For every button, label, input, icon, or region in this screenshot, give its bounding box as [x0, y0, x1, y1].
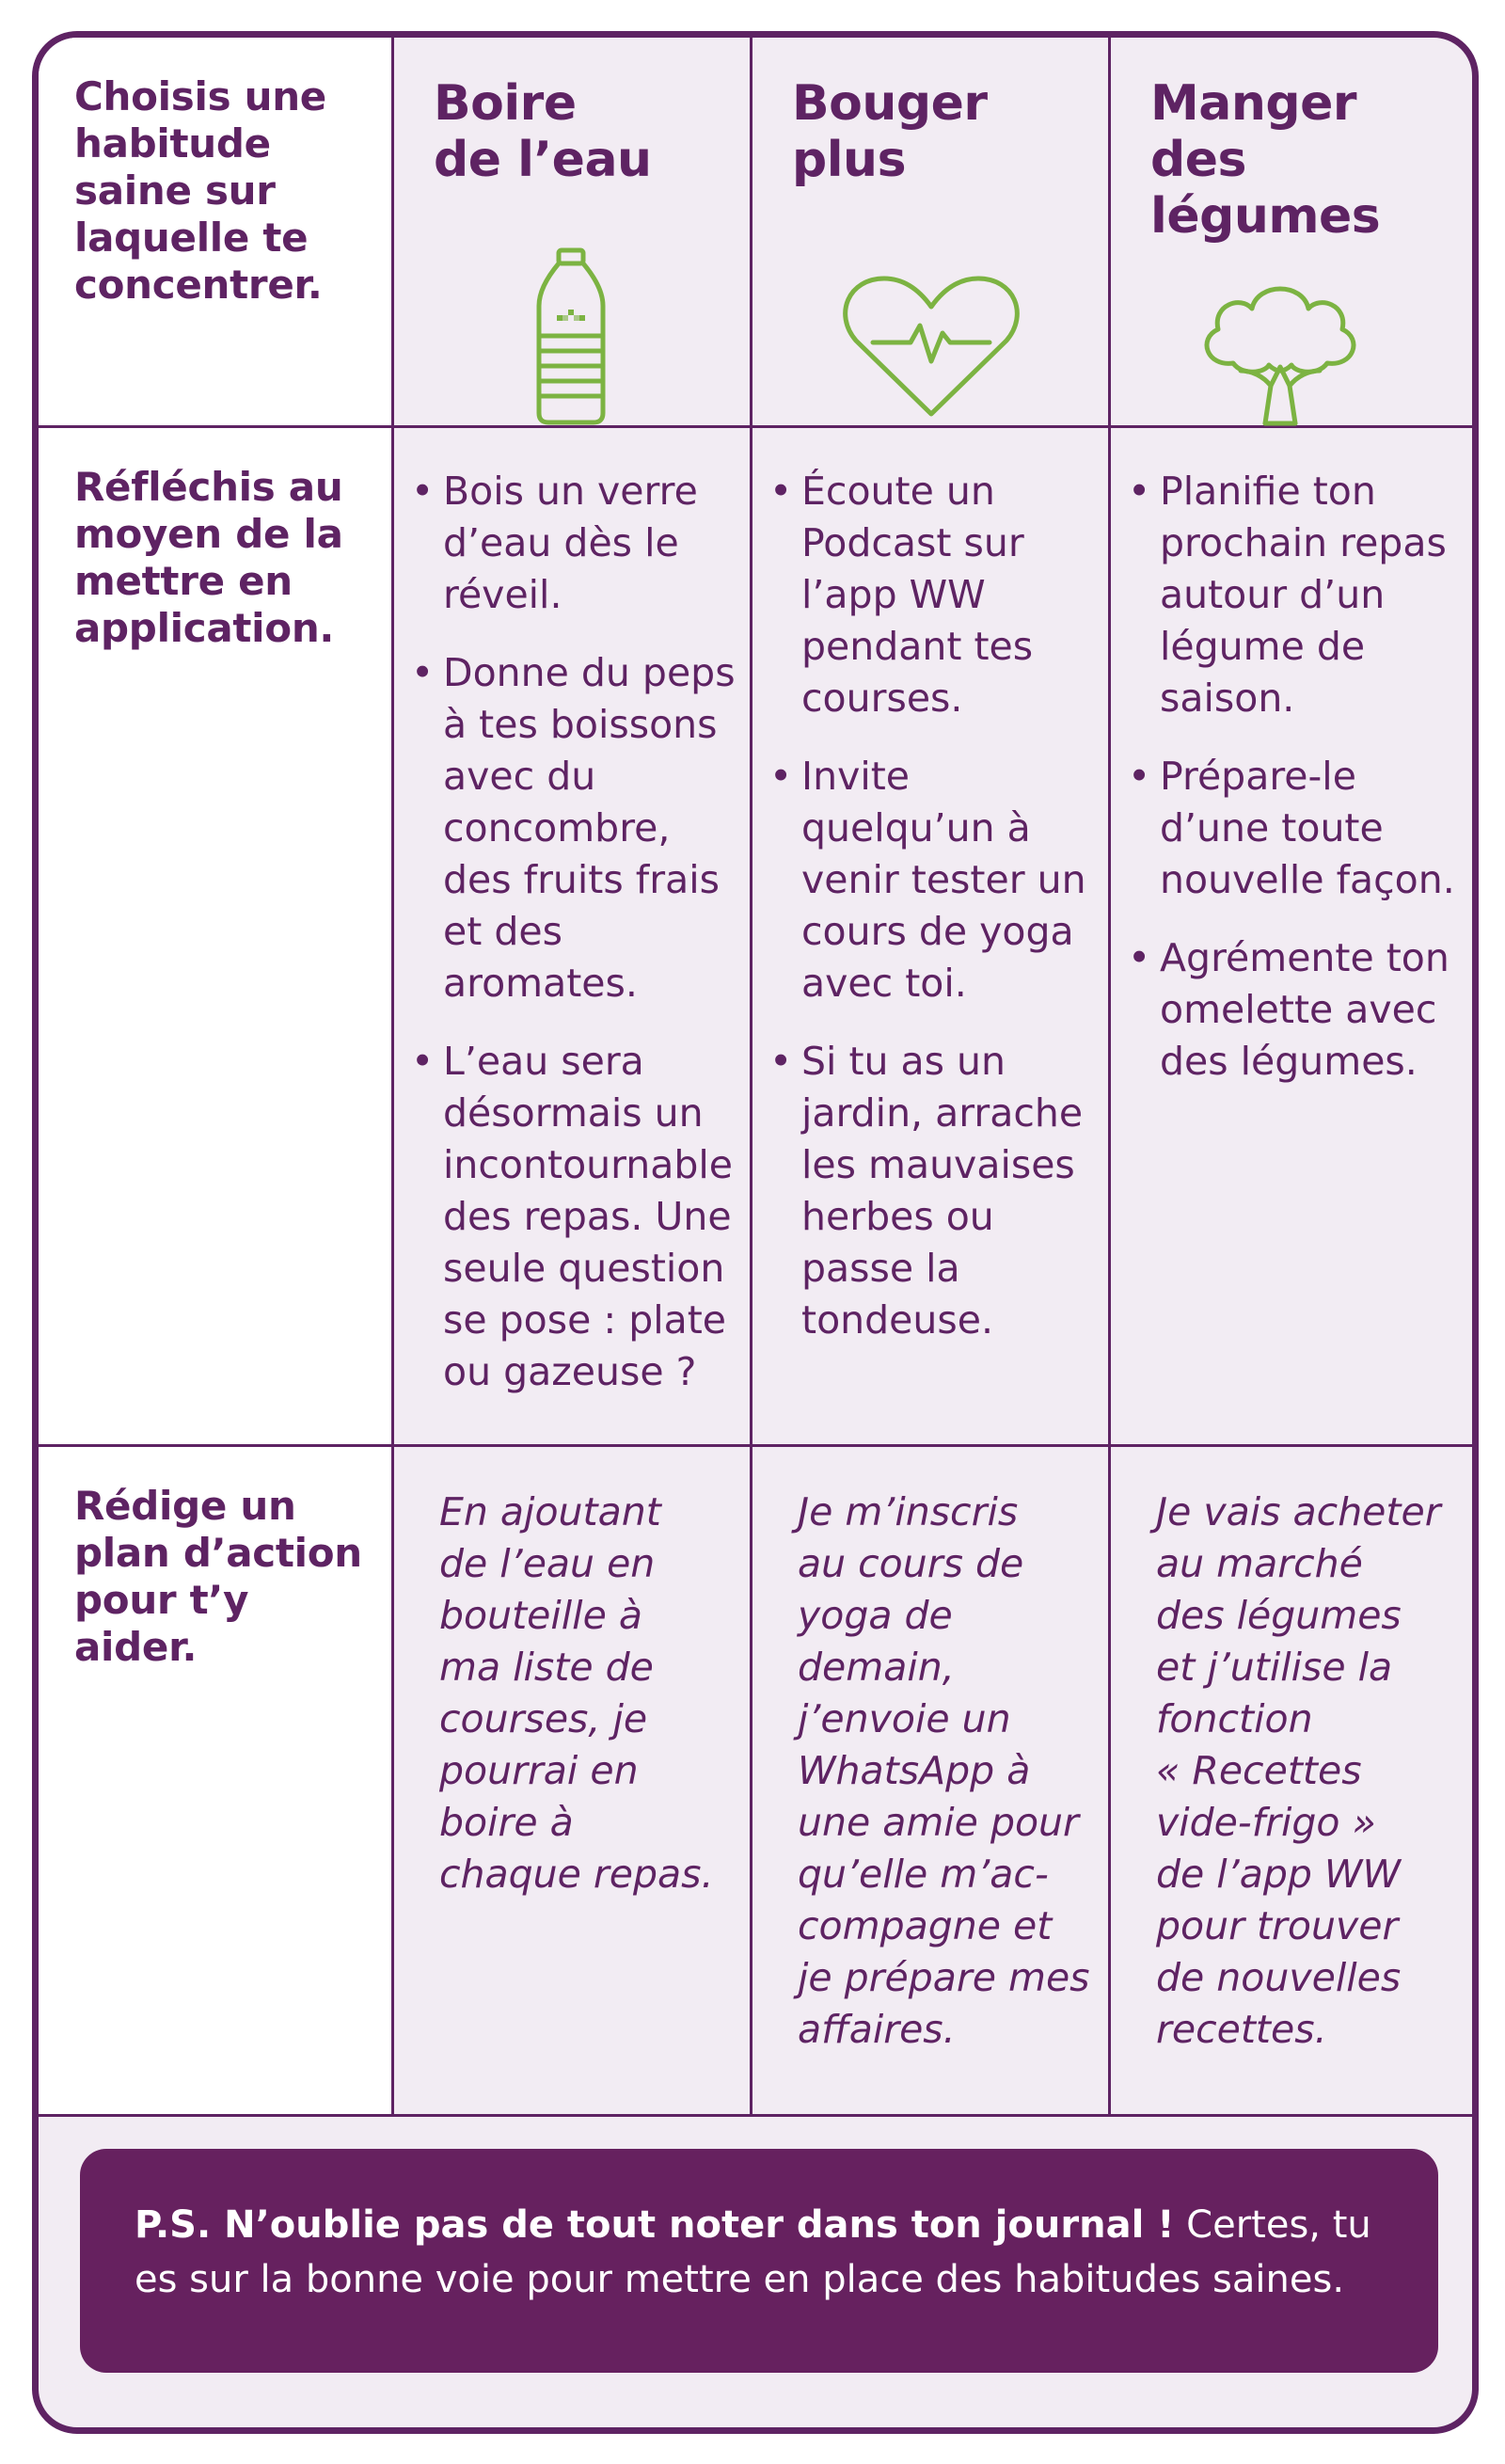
tips-list-water	[411, 466, 742, 1424]
list-item: • L’eau sera désormais un incontournable des repas. Une seule question se pose : plate ou gazeuse ?	[411, 1039, 734, 1394]
plan-row-label: Rédige un plan d’action pour t’y aider.	[74, 1483, 362, 1670]
list-item: • Prépare-le d’une toute nouvelle façon.	[1128, 754, 1455, 902]
list-item: • Bois un verre d’eau dès le réveil.	[411, 469, 698, 617]
ps-bold-text: P.S. N’oublie pas de tout noter dans ton journal !	[135, 2203, 1175, 2247]
tips-cell-move	[752, 428, 1111, 1447]
habit-title-vegetables: Manger des légumes	[1150, 75, 1381, 245]
means-row-label: Réfléchis au moyen de la mettre en application.	[74, 464, 343, 651]
plan-cell-vegetables	[1111, 1447, 1472, 2117]
plan-text-move: Je m’inscris au cours de yoga de demain, j’envoie un WhatsApp à une amie pour qu’elle m’ac- compagne et je prépare mes affaires.	[798, 1489, 1090, 2052]
list-item: • Donne du peps à tes boissons avec du concombre, des fruits frais et des aromates.	[411, 650, 736, 1006]
habit-title-water: Boire de l’eau	[434, 75, 652, 188]
row-label-plan	[39, 1447, 394, 2117]
plan-cell-move	[752, 1447, 1111, 2117]
tips-cell-water	[394, 428, 752, 1447]
list-item: • Planifie ton prochain repas autour d’un légume de saison.	[1128, 469, 1447, 721]
habit-table	[39, 38, 1472, 2117]
habit-row-label: Choisis une habitude saine sur laquelle te concentrer.	[74, 73, 326, 308]
water-bottle-icon	[524, 247, 618, 426]
ps-text: Certes, tu es sur la bonne voie pour mettre en place des habitudes saines.	[135, 2203, 1371, 2301]
list-item: • Si tu as un jardin, arrache les mauvaises herbes ou passe la tondeuse.	[769, 1039, 1084, 1343]
tips-list-move	[769, 466, 1101, 1373]
tips-list-vegetables	[1128, 466, 1465, 1114]
row-label-habit	[39, 38, 394, 428]
tips-cell-vegetables	[1111, 428, 1472, 1447]
heart-pulse-icon	[837, 273, 1025, 428]
habit-header-vegetables	[1111, 38, 1472, 428]
list-item: • Invite quelqu’un à venir tester un cours de yoga avec toi.	[769, 754, 1086, 1006]
habit-header-water	[394, 38, 752, 428]
habit-header-move	[752, 38, 1111, 428]
plan-text-vegetables: Je vais acheter au marché des légumes et j’utilise la fonction « Recettes vide-frigo » de l’app WW pour trouver de nouvelles recettes.	[1156, 1489, 1441, 2052]
plan-cell-water	[394, 1447, 752, 2117]
ps-banner	[80, 2149, 1438, 2373]
broccoli-icon	[1186, 273, 1374, 433]
habit-title-move: Bouger plus	[792, 75, 988, 188]
list-item: • Agrémente ton omelette avec des légumes.	[1128, 935, 1450, 1084]
list-item: • Écoute un Podcast sur l’app WW pendant tes courses.	[769, 469, 1034, 721]
row-label-means	[39, 428, 394, 1447]
plan-text-water: En ajoutant de l’eau en bouteille à ma liste de courses, je pourrai en boire à chaque repas.	[439, 1489, 714, 1897]
habit-card	[32, 31, 1479, 2434]
